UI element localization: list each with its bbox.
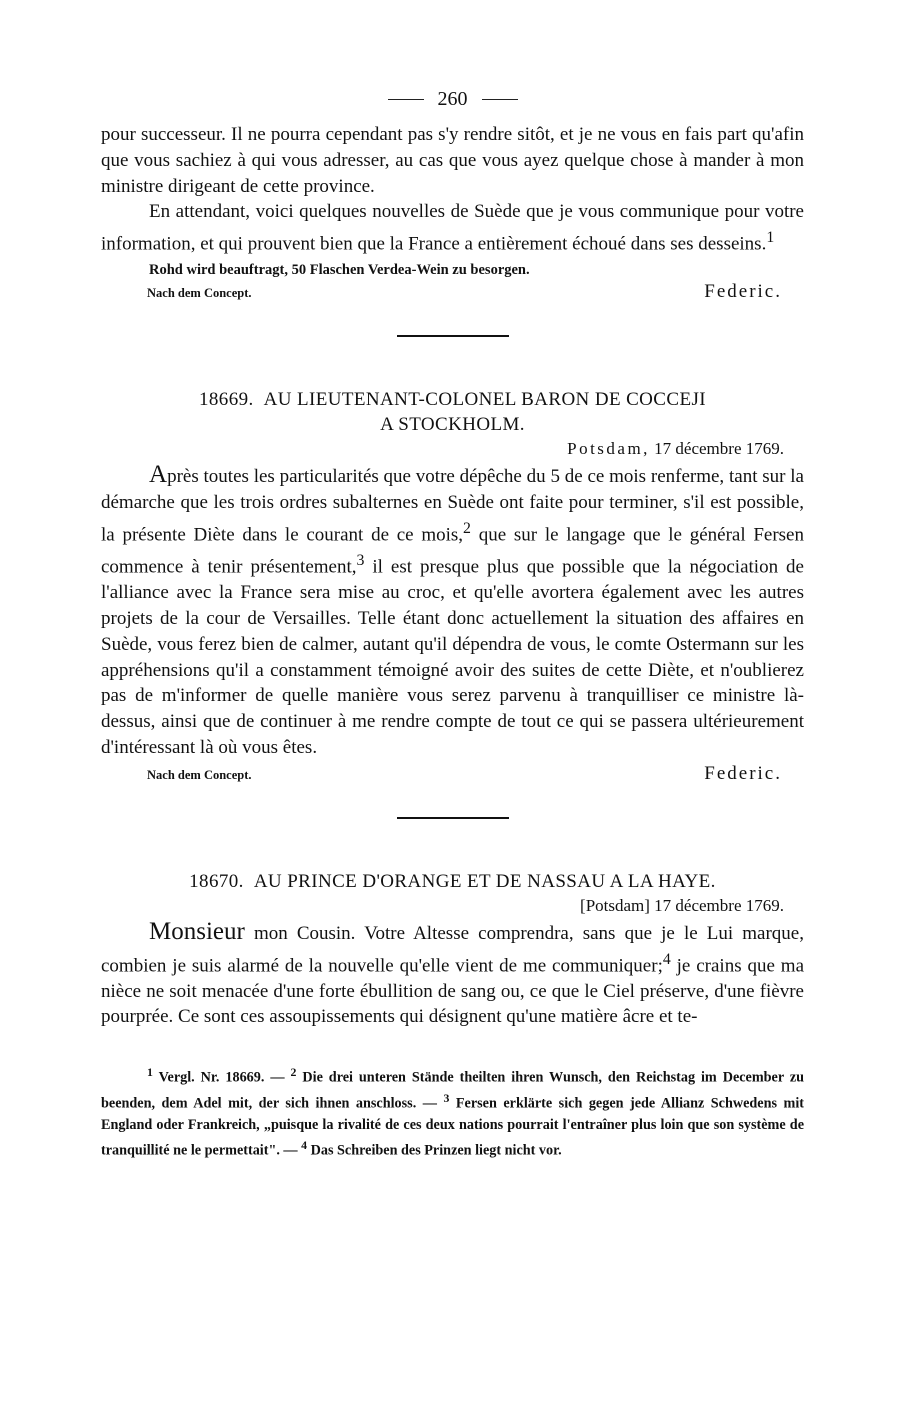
footnote-number: 4 xyxy=(301,1138,308,1153)
footnote-marker: 1 xyxy=(766,229,775,247)
paragraph-text: En attendant, voici quelques nouvelles de Suède que je vous communique pour votre information, et qui prouvent bien que la France a entièrement échoué dans ses desseins. xyxy=(101,201,804,255)
initial-letter: A xyxy=(149,461,168,489)
letter-continuation-paragraph: pour successeur. Il ne pourra cependant pas s'y rendre sitôt, et je ne vous en fais part qu'afin que vous sachiez à qui vous adresser, au cas que vous ayez quelque chose à mander à mon ministre dirigeant de cette province. xyxy=(101,124,804,197)
signature: Federic. xyxy=(704,281,782,303)
initial-word: Monsieur xyxy=(149,917,245,945)
body-text: mon Cousin. Votre Altesse comprendra, sans que je le Lui marque, combien je suis alarmé de la nouvelle qu'elle vient de me communiquer; xyxy=(101,922,804,976)
document-page xyxy=(101,84,804,1161)
letter-number: 18670. xyxy=(189,870,244,892)
footnote-text: Vergl. Nr. 18669. — xyxy=(158,1069,291,1086)
signature: Federic. xyxy=(704,762,782,784)
header-dash-right xyxy=(482,99,518,100)
body-text: que sur le langage que le général Fersen commence à tenir présentement, xyxy=(101,524,804,578)
body-text: il est presque plus que possible que la négociation de l'alliance avec la France sera mise au croc, et qu'elle avortera également avec les autres projets de la cour de Versailles. Telle étant donc actuellement la situation des affaires en Suède, vous ferez bien de calmer, autant qu'il dépendra de vous, le comte Ostermann sur les appréhensions qu'il a constamment témoigné avoir des suites de cette Diète, et n'oublierez pas de m'informer de quelle manière vous serez parvenu à tranquilliser ce ministre là-dessus, ainsi que de continuer à me rendre compte de tout ce qui se passera ultérieurement d'intéressant là où vous êtes. xyxy=(101,556,804,758)
footnote-number: 3 xyxy=(443,1091,450,1106)
section-divider xyxy=(397,335,509,337)
footnote-number: 2 xyxy=(290,1065,297,1080)
footnote-text: Fersen erklärte sich gegen jede Allianz Schwedens mit England oder Frankreich, „puisque la rivalité de ces deux nations pourrait l'entraîner plus loin que son système de tranquillité ne le permettait". — xyxy=(101,1096,804,1159)
footnote-marker: 4 xyxy=(662,950,671,968)
body-text: je crains que ma nièce ne soit menacée d'une forte ébullition de sang ou, ce que le Ciel préserve, d'une fièvre pourprée. Ce sont ces assoupissements qui désignent qu'une matière âcre et te- xyxy=(101,954,804,1028)
closing-row xyxy=(101,281,804,303)
body-text: près toutes les particularités que votre dépêche du 5 de ce mois renferme, tant sur la démarche que les trois ordres subalternes en Suède ont faite pour terminer, s'il est possible, la présente Diète dans le courant de ce mois, xyxy=(101,466,804,546)
closing-row xyxy=(101,763,804,785)
page-number: 260 xyxy=(437,87,468,110)
letter-addressee: AU PRINCE D'ORANGE ET DE NASSAU A LA HAYE. xyxy=(253,870,716,892)
section-divider xyxy=(397,817,509,819)
date: 17 décembre 1769. xyxy=(654,895,784,915)
letter-number: 18669. xyxy=(199,389,254,411)
header-dash-left xyxy=(388,99,424,100)
source-note: Nach dem Concept. xyxy=(147,286,252,301)
letter-addressee: AU LIEUTENANT-COLONEL BARON DE COCCEJI xyxy=(263,389,706,411)
footnote-text: Die drei unteren Stände theilten ihren Wunsch, den Reichstag im December zu beenden, dem Adel mit, der sich ihnen anschloss. — xyxy=(101,1069,805,1113)
letter-heading xyxy=(101,387,804,412)
letter-body xyxy=(101,462,804,760)
page-header xyxy=(101,84,804,114)
date-place: [Potsdam] xyxy=(580,895,650,915)
source-note: Nach dem Concept. xyxy=(147,767,252,782)
footnote-marker: 2 xyxy=(463,519,471,537)
footnote-number: 1 xyxy=(147,1065,153,1080)
footnote-text: Das Schreiben des Prinzen liegt nicht vor. xyxy=(310,1142,562,1159)
dateline xyxy=(101,439,784,459)
editorial-note: Rohd wird beauftragt, 50 Flaschen Verdea-Wein zu besorgen. xyxy=(149,262,530,279)
dateline xyxy=(101,896,784,916)
letter-heading-line-2: A STOCKHOLM. xyxy=(380,414,525,436)
date-place: Potsdam, xyxy=(567,439,650,459)
footnotes xyxy=(101,1062,804,1161)
footnote-marker: 3 xyxy=(356,552,365,570)
footnote-block xyxy=(101,1062,804,1161)
letter-heading xyxy=(101,869,804,894)
letter-body xyxy=(101,919,804,1031)
date: 17 décembre 1769. xyxy=(654,439,784,459)
letter-paragraph xyxy=(101,199,804,257)
